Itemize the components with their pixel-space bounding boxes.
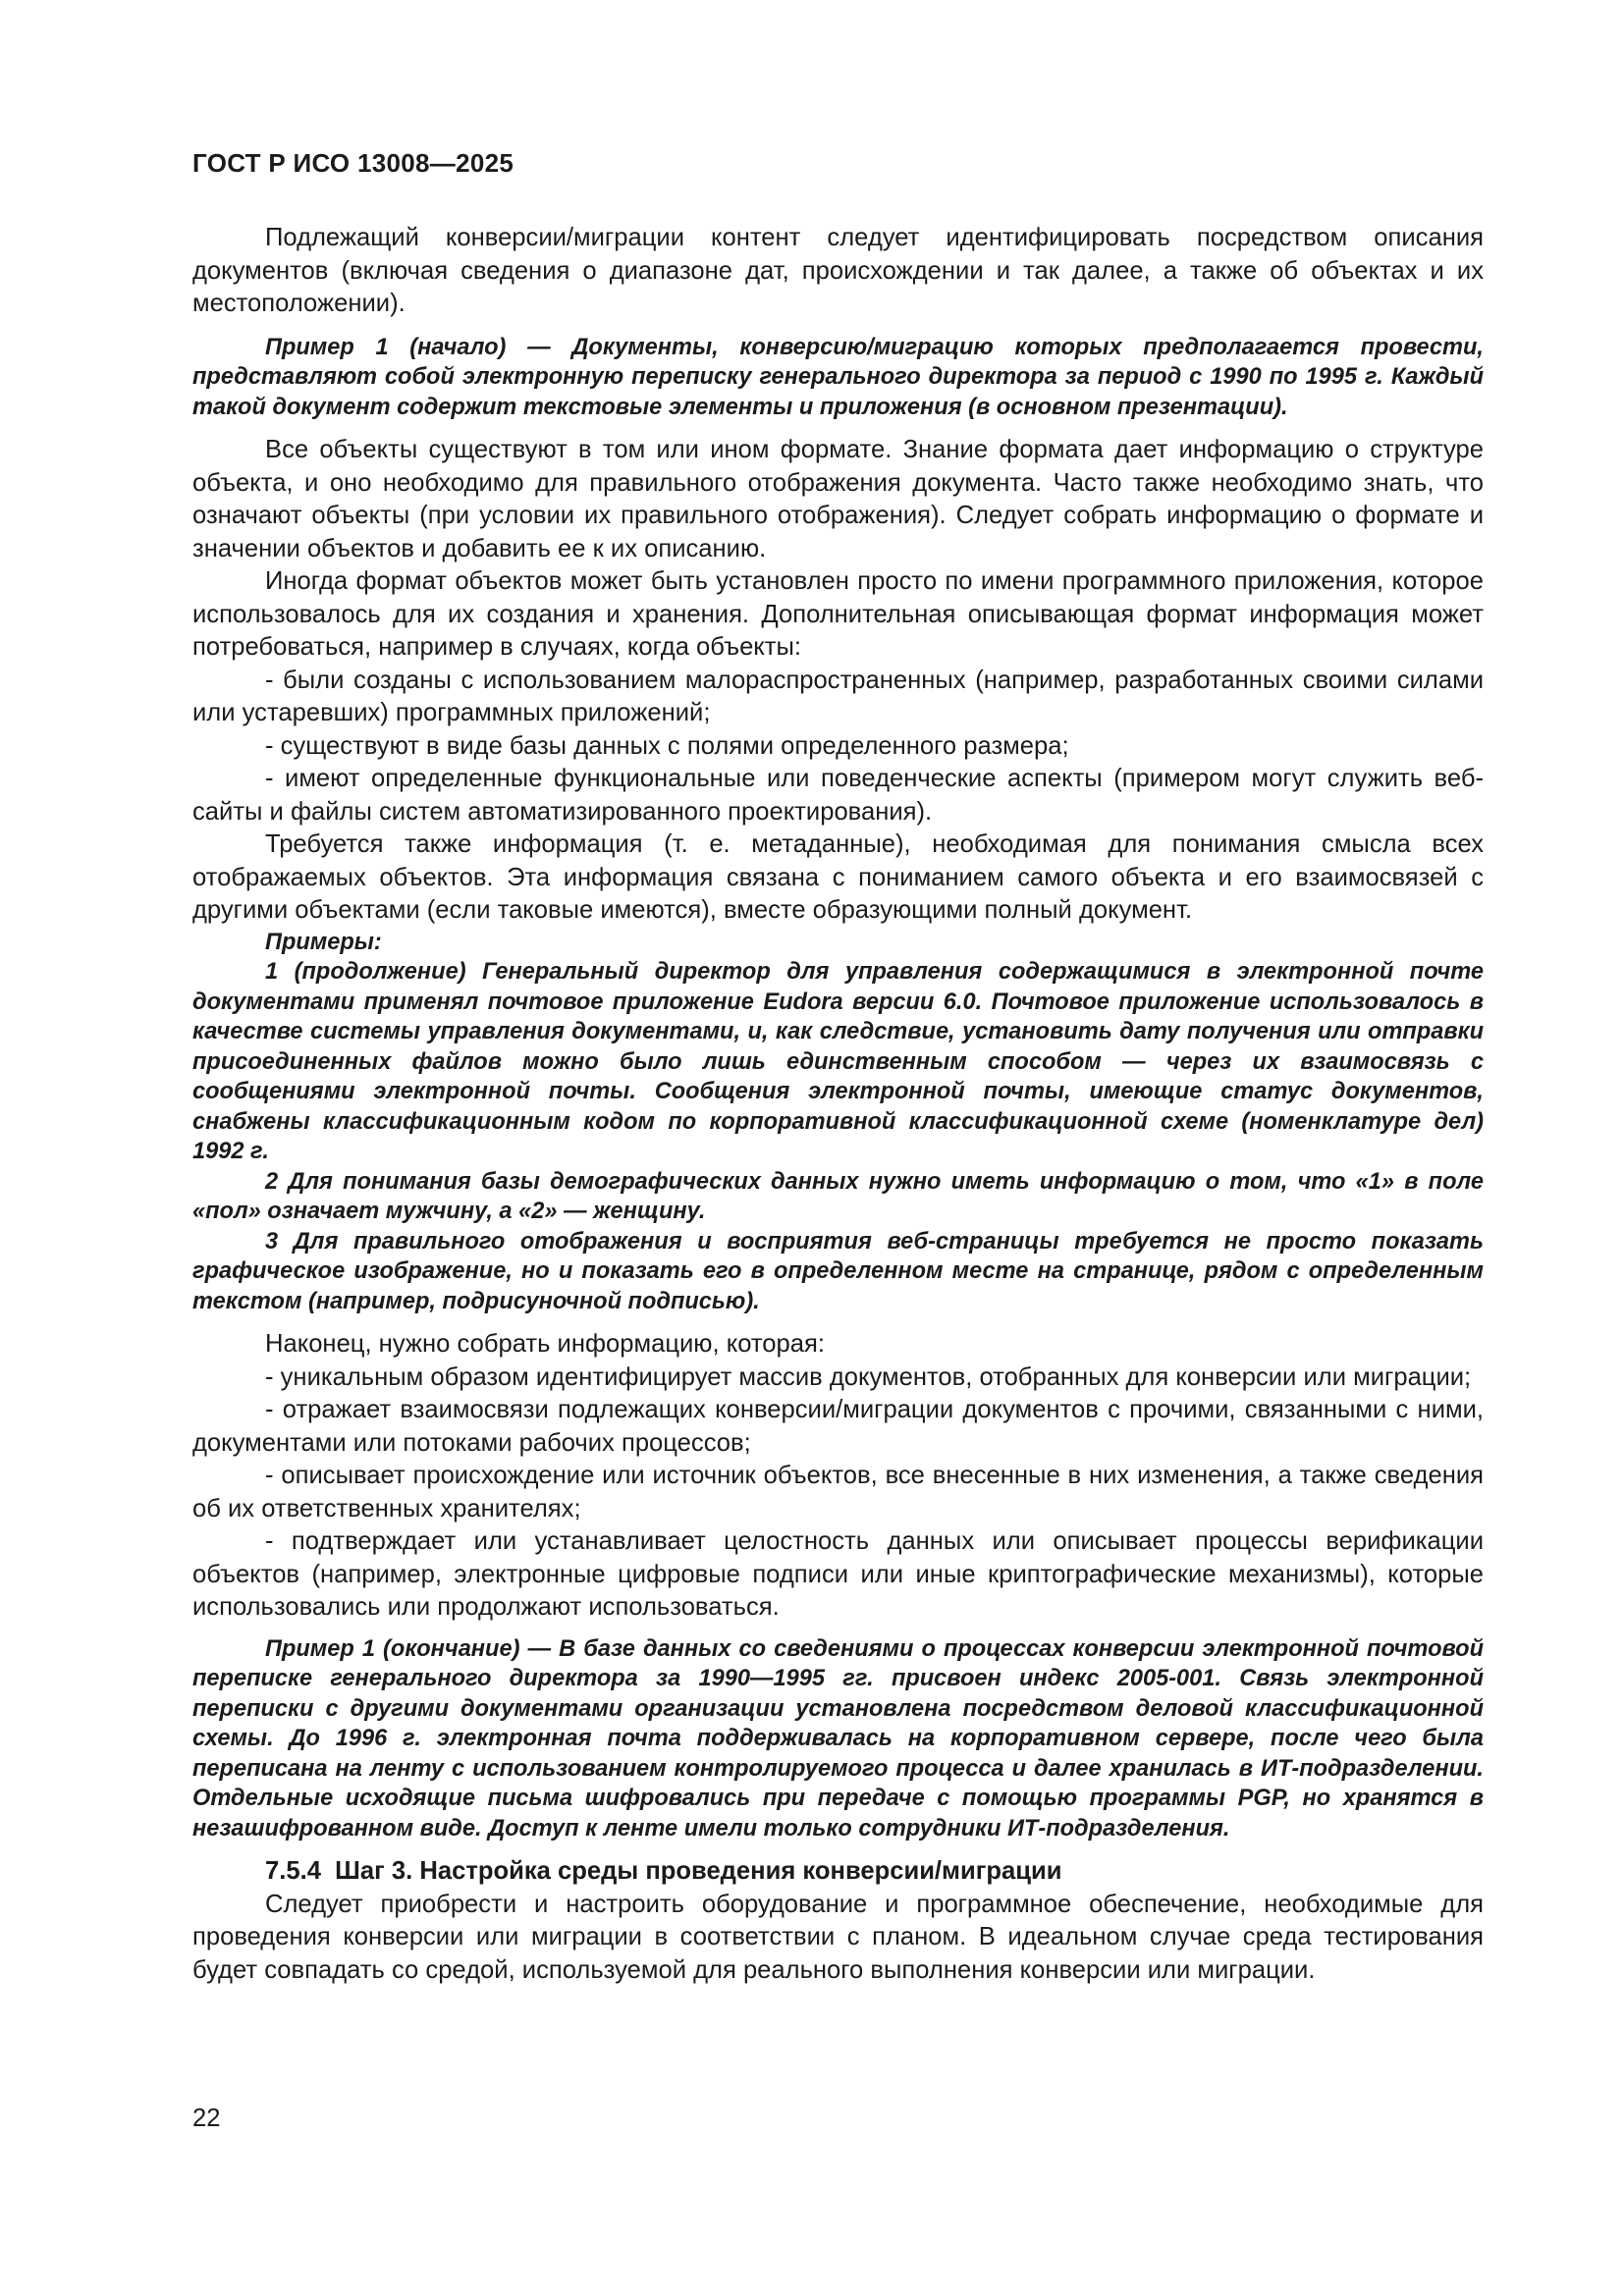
section-heading: [192, 1855, 1484, 1889]
paragraph: Наконец, нужно собрать информацию, которая:: [265, 1330, 825, 1358]
example-note: 3 Для правильного отображения и восприятия веб-страницы требуется не просто показать графическое изображение, но и показать его в определенном месте на странице, рядом с определенным текстом (например, подрисуночной подписью).: [192, 1228, 1484, 1314]
list-item: - были созданы с использованием малораспространенных (например, разработанных своими силами или устаревших) программных приложений;: [192, 666, 1484, 726]
paragraph: Требуется также информация (т. е. метаданные), необходимая для понимания смысла всех отображаемых объектов. Эта информация связана с пониманием самого объекта и его взаимосвязей с другими объектами (если таковые имеются), вместе образующими полный документ.: [192, 830, 1484, 924]
list-item: - уникальным образом идентифицирует массив документов, отобранных для конверсии или миграции;: [265, 1362, 1472, 1391]
section-number: 7.5.4: [265, 1857, 321, 1885]
document-body: [192, 222, 1484, 1987]
example-note: 2 Для понимания базы демографических данных нужно иметь информацию о том, что «1» в поле «пол» означает мужчину, а «2» — женщину.: [192, 1168, 1484, 1224]
example-note: 1 (продолжение) Генеральный директор для управления содержащимися в электронной почте документами применял почтовое приложение Eudora версии 6.0. Почтовое приложение использовалось в качестве системы управления документами, и, как следствие, установить дату получения или отправки присоединенных файлов можно было лишь единственным способом — через их взаимосвязь с сообщениями электронной почты. Сообщения электронной почты, имеющие статус документов, снабжены классификационным кодом по корпоративной классификационной схеме (номенклатуре дел) 1992 г.: [192, 959, 1484, 1164]
paragraph: Иногда формат объектов может быть установлен просто по имени программного приложения, которое использовалось для их создания и хранения. Дополнительная описывающая формат информация может потребоваться, например в случаях, когда объекты:: [192, 567, 1484, 661]
list-item: - существуют в виде базы данных с полями определенного размера;: [265, 731, 1069, 760]
example-note: Пример 1 (начало) — Документы, конверсию/миграцию которых предполагается провести, представляют собой электронную переписку генерального директора за период с 1990 по 1995 г. Каждый такой документ содержит текстовые элементы и приложения (в основном презентации).: [192, 334, 1484, 420]
paragraph: Следует приобрести и настроить оборудование и программное обеспечение, необходимые для проведения конверсии или миграции в соответствии с планом. В идеальном случае среда тестирования будет совпадать со средой, используемой для реального выполнения конверсии или миграции.: [192, 1890, 1484, 1984]
paragraph: Подлежащий конверсии/миграции контент следует идентифицировать посредством описания документов (включая сведения о диапазоне дат, происхождении и так далее, а также об объектах и их местоположении).: [192, 224, 1484, 317]
list-item: - отражает взаимосвязи подлежащих конверсии/миграции документов с прочими, связанными с ними, документами или потоками рабочих процессов;: [192, 1396, 1484, 1457]
examples-label: Примеры:: [265, 929, 382, 955]
list-item: - имеют определенные функциональные или поведенческие аспекты (примером могут служить веб-сайты и файлы систем автоматизированного проектирования).: [192, 765, 1484, 826]
list-item: - подтверждает или устанавливает целостность данных или описывает процессы верификации объектов (например, электронные цифровые подписи или иные криптографические механизмы), которые использовались или продолжают использоваться.: [192, 1527, 1484, 1621]
page-number: 22: [192, 2105, 221, 2132]
example-note: Пример 1 (окончание) — В базе данных со сведениями о процессах конверсии электронной почтовой переписке генерального директора за 1990—1995 гг. присвоен индекс 2005-001. Связь электронной переписки с другими документами организации установлена посредством деловой классификационной схемы. До 1996 г. электронная почта поддерживалась на корпоративном сервере, после чего была переписана на ленту с использованием контролируемого процесса и далее хранилась в ИТ-подразделении. Отдельные исходящие письма шифровались при передаче с помощью программы PGP, но хранятся в незашифрованном виде. Доступ к ленте имели только сотрудники ИТ-подразделения.: [192, 1635, 1484, 1842]
section-step: Шаг 3: [335, 1857, 406, 1885]
list-item: - описывает происхождение или источник объектов, все внесенные в них изменения, а также сведения об их ответственных хранителях;: [192, 1462, 1484, 1522]
section-title: . Настройка среды проведения конверсии/миграции: [406, 1857, 1062, 1885]
paragraph: Все объекты существуют в том или ином формате. Знание формата дает информацию о структуре объекта, и оно необходимо для правильного отображения документа. Часто также необходимо знать, что означают объекты (при условии их правильного отображения). Следует собрать информацию о формате и значении объектов и добавить ее к их описанию.: [192, 436, 1484, 562]
page-header-standard-code: ГОСТ Р ИСО 13008—2025: [192, 148, 514, 178]
